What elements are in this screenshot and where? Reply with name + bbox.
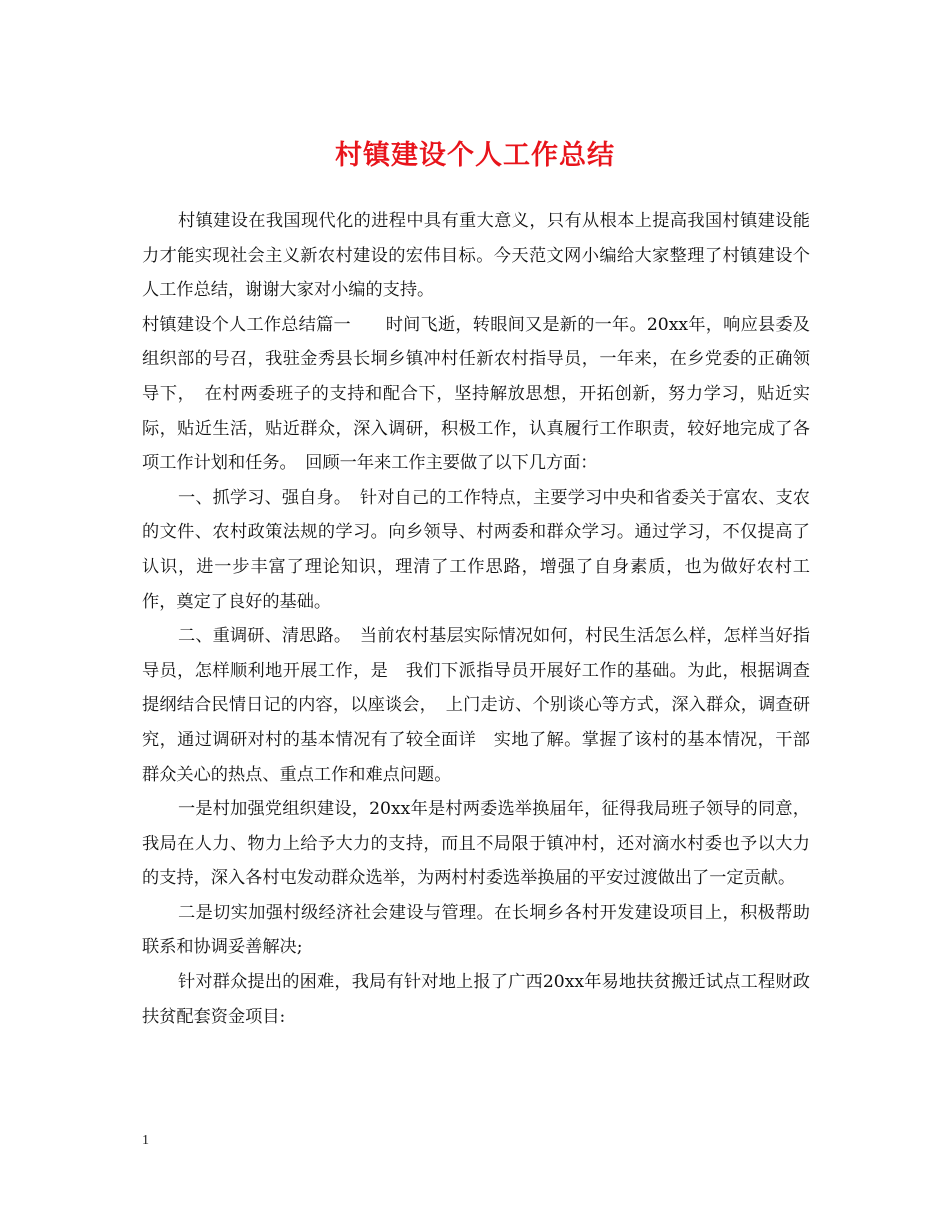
paragraph-party-building: 一是村加强党组织建设，20xx年是村两委选举换届年，征得我局班子领导的同意，我局在人力、物力上给予大力的支持，而且不局限于镇冲村，还对滴水村委也予以大力的支持，深入各村屯发动群众选举，为两村村委选举换届的平安过渡做出了一定贡献。: [142, 799, 810, 889]
paragraph-research: 二、重调研、清思路。 当前农村基层实际情况如何，村民生活怎么样，怎样当好指导员，怎样顺利地开展工作，是 我们下派指导员开展好工作的基础。为此，根据调查提纲结合民情日记的内容，以座谈会， 上门走访、个别谈心等方式，深入群众，调查研究，通过调研对村的基本情况有了较全面详 实地了解。掌握了该村的基本情况，干部群众关心的热点、重点工作和难点问题。: [142, 626, 810, 785]
page-number: 1: [142, 1133, 149, 1148]
paragraph-study: 一、抓学习、强自身。 针对自己的工作特点，主要学习中央和省委关于富农、支农的文件、农村政策法规的学习。向乡领导、村两委和群众学习。通过学习，不仅提高了认识，进一步丰富了理论知识，理清了工作思路，增强了自身素质，也为做好农村工作，奠定了良好的基础。: [142, 487, 810, 612]
document-body: [142, 204, 810, 1034]
document-title: 村镇建设个人工作总结: [335, 140, 615, 171]
paragraph-part-one: 村镇建设个人工作总结篇一 时间飞逝，转眼间又是新的一年。20xx年，响应县委及组织部的号召，我驻金秀县长垌乡镇冲村任新农村指导员，一年来，在乡党委的正确领导下， 在村两委班子的支持和配合下，坚持解放思想，开拓创新，努力学习，贴近实际，贴近生活，贴近群众，深入调研，积极工作，认真履行工作职责，较好地完成了各项工作计划和任务。 回顾一年来工作主要做了以下几方面：: [142, 314, 810, 474]
paragraph-poverty-project: 针对群众提出的困难，我局有针对地上报了广西20xx年易地扶贫搬迁试点工程财政扶贫配套资金项目:: [142, 972, 810, 1027]
paragraph-intro: 村镇建设在我国现代化的进程中具有重大意义，只有从根本上提高我国村镇建设能力才能实现社会主义新农村建设的宏伟目标。今天范文网小编给大家整理了村镇建设个人工作总结，谢谢大家对小编的支持。: [142, 211, 810, 301]
paragraph-economy: 二是切实加强村级经济社会建设与管理。在长垌乡各村开发建设项目上，积极帮助联系和协调妥善解决;: [142, 902, 810, 958]
